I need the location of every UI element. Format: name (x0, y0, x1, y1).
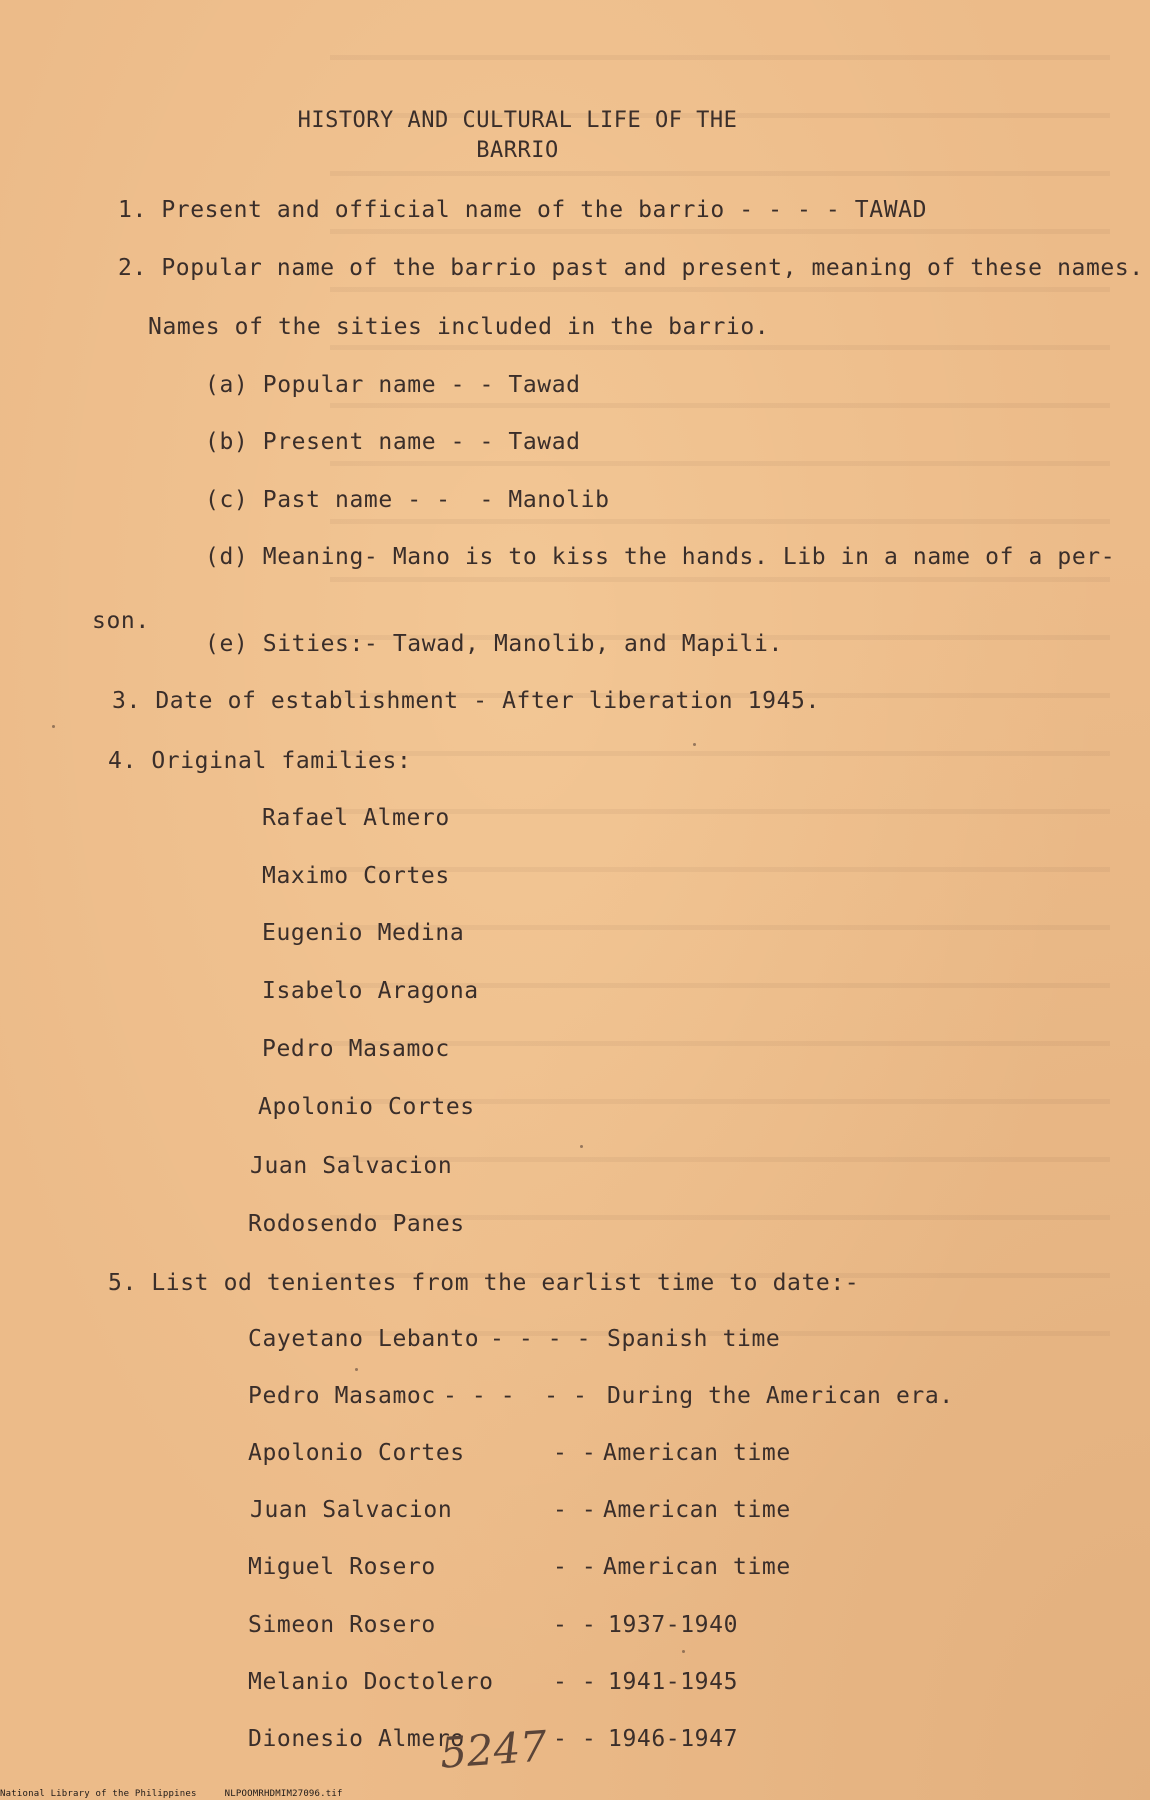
teniente-period: 1937-1940 (608, 1612, 739, 1638)
item-3: 3. Date of establishment - After liberation 1945. (112, 688, 820, 714)
paper-speck (355, 1368, 358, 1371)
family-name: Juan Salvacion (250, 1153, 453, 1179)
footer-file-id: NLPOOMRHDMIM27096.tif (224, 1789, 343, 1799)
teniente-separator: - - (553, 1669, 597, 1695)
teniente-name: Apolonio Cortes (248, 1440, 465, 1466)
teniente-name: Juan Salvacion (250, 1497, 453, 1523)
teniente-separator: - - (553, 1497, 597, 1523)
footer-source-line (0, 1789, 343, 1799)
teniente-separator: - - - - (490, 1326, 592, 1352)
item-2-line2: Names of the sities included in the barrio. (148, 314, 770, 340)
teniente-separator: - - (553, 1726, 597, 1752)
teniente-name: Pedro Masamoc (248, 1383, 436, 1409)
document-title-line2: BARRIO (476, 138, 559, 163)
item-2e: (e) Sities:- Tawad, Manolib, and Mapili. (205, 631, 783, 657)
footer-source: National Library of the Philippines (0, 1789, 197, 1799)
handwritten-page-number: 5247 (438, 1721, 549, 1778)
teniente-separator: - - (553, 1612, 597, 1638)
family-name: Apolonio Cortes (258, 1094, 475, 1120)
document-title-line1: HISTORY AND CULTURAL LIFE OF THE (297, 108, 738, 133)
teniente-separator: - - (553, 1440, 597, 1466)
item-2d: (d) Meaning- Mano is to kiss the hands. Lib in a name of a per- (205, 544, 1116, 570)
teniente-period: Spanish time (607, 1326, 781, 1352)
teniente-name: Dionesio Almero (248, 1726, 465, 1752)
item-2d-continued: son. (92, 608, 150, 634)
teniente-period: American time (603, 1554, 791, 1580)
teniente-period: 1946-1947 (608, 1726, 739, 1752)
item-2b: (b) Present name - - Tawad (205, 429, 581, 455)
item-5: 5. List od tenientes from the earlist time to date:- (108, 1270, 860, 1296)
teniente-period: American time (603, 1440, 791, 1466)
family-name: Rafael Almero (262, 805, 450, 831)
paper-speck (580, 1145, 583, 1148)
paper-speck (52, 725, 55, 728)
item-1: 1. Present and official name of the barrio - - - - TAWAD (118, 197, 928, 223)
family-name: Pedro Masamoc (262, 1036, 450, 1062)
family-name: Isabelo Aragona (262, 978, 479, 1004)
paper-speck (682, 1650, 685, 1653)
family-name: Rodosendo Panes (248, 1211, 465, 1237)
item-2-line1: 2. Popular name of the barrio past and present, meaning of these names. (118, 255, 1144, 281)
item-2a: (a) Popular name - - Tawad (205, 372, 581, 398)
paper-speck (693, 743, 696, 746)
teniente-name: Miguel Rosero (248, 1554, 436, 1580)
teniente-separator: - - (553, 1554, 597, 1580)
family-name: Maximo Cortes (262, 863, 450, 889)
item-2c: (c) Past name - - - Manolib (205, 487, 610, 513)
teniente-period: American time (603, 1497, 791, 1523)
teniente-name: Melanio Doctolero (248, 1669, 494, 1695)
teniente-period: During the American era. (607, 1383, 954, 1409)
item-4: 4. Original families: (108, 748, 412, 774)
teniente-separator: - - - - - (443, 1383, 588, 1409)
teniente-period: 1941-1945 (608, 1669, 739, 1695)
teniente-name: Simeon Rosero (248, 1612, 436, 1638)
teniente-name: Cayetano Lebanto (248, 1326, 480, 1352)
family-name: Eugenio Medina (262, 920, 465, 946)
